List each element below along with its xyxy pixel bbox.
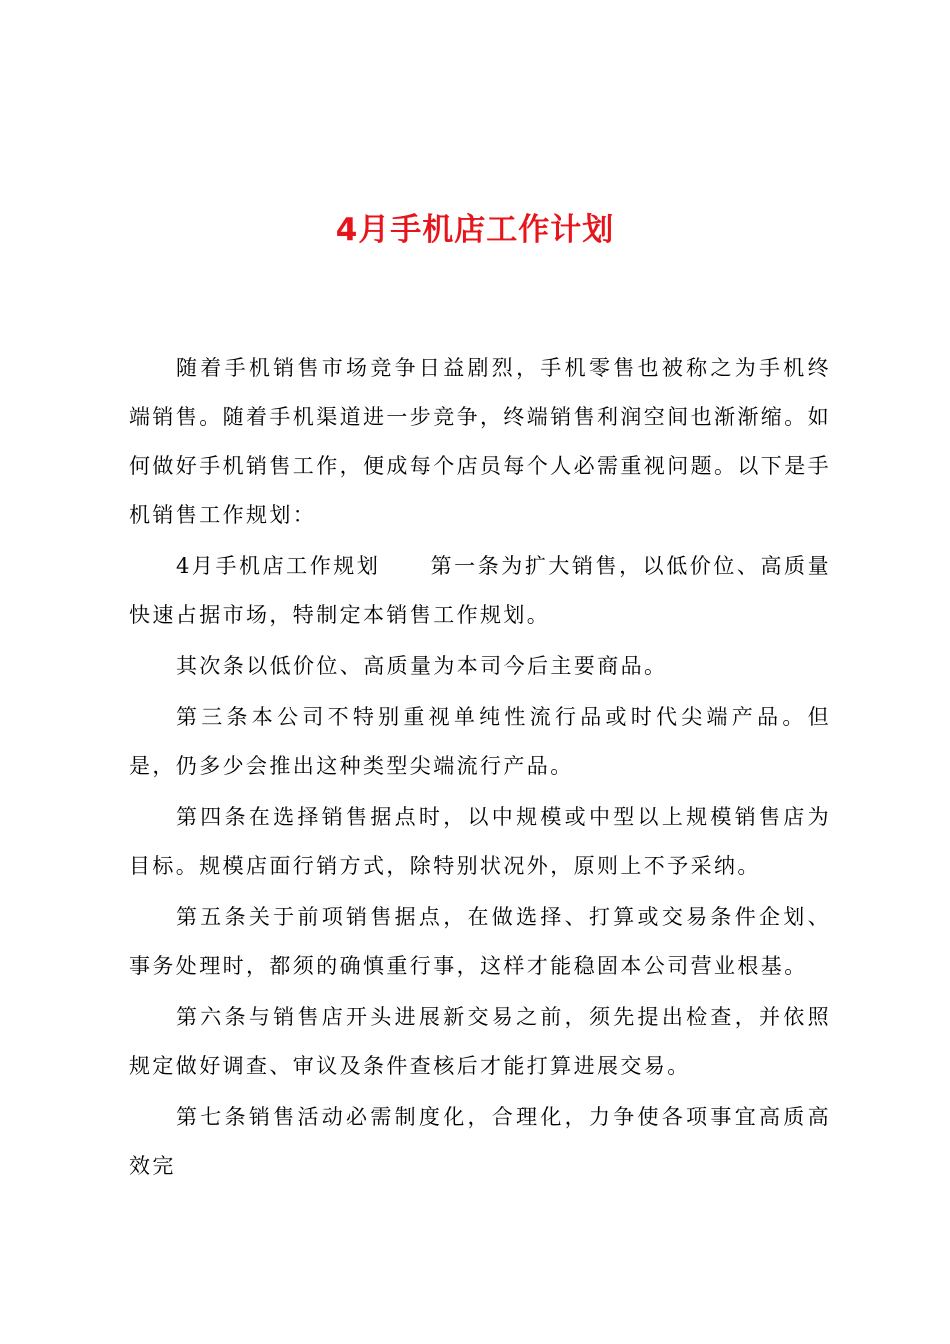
article-2-paragraph: 其次条以低价位、高质量为本司今后主要商品。 [176, 654, 668, 678]
plan-heading: 4月手机店工作规划 [176, 554, 381, 578]
plan-paragraph [129, 542, 831, 640]
article-1: 第一条为扩大销售，以低价位、高质量快速占据市场，特制定本销售工作规划。 [129, 554, 831, 627]
article-7-paragraph: 第七条销售活动必需制度化，合理化，力争使各项事宜高质高效完 [129, 1105, 831, 1178]
article-6-paragraph: 第六条与销售店开头进展新交易之前，须先提出检查，并依照规定做好调查、审议及条件查核后才能打算进展交易。 [129, 1005, 831, 1078]
article-5-paragraph: 第五条关于前项销售据点，在做选择、打算或交易条件企划、事务处理时，都须的确慎重行事，这样才能稳固本公司营业根基。 [129, 905, 831, 978]
document-title: 4月手机店工作计划 [335, 212, 615, 248]
document-body [129, 344, 831, 1193]
article-3-paragraph: 第三条本公司不特别重视单纯性流行品或时代尖端产品。但是，仍多少会推出这种类型尖端流行产品。 [129, 705, 831, 778]
intro-paragraph: 随着手机销售市场竞争日益剧烈，手机零售也被称之为手机终端销售。随着手机渠道进一步竞争，终端销售利润空间也渐渐缩。如何做好手机销售工作，便成每个店员每个人必需重视问题。以下是手机销售工作规划： [129, 356, 831, 527]
article-4-paragraph: 第四条在选择销售据点时，以中规模或中型以上规模销售店为目标。规模店面行销方式，除特别状况外，原则上不予采纳。 [129, 805, 831, 878]
